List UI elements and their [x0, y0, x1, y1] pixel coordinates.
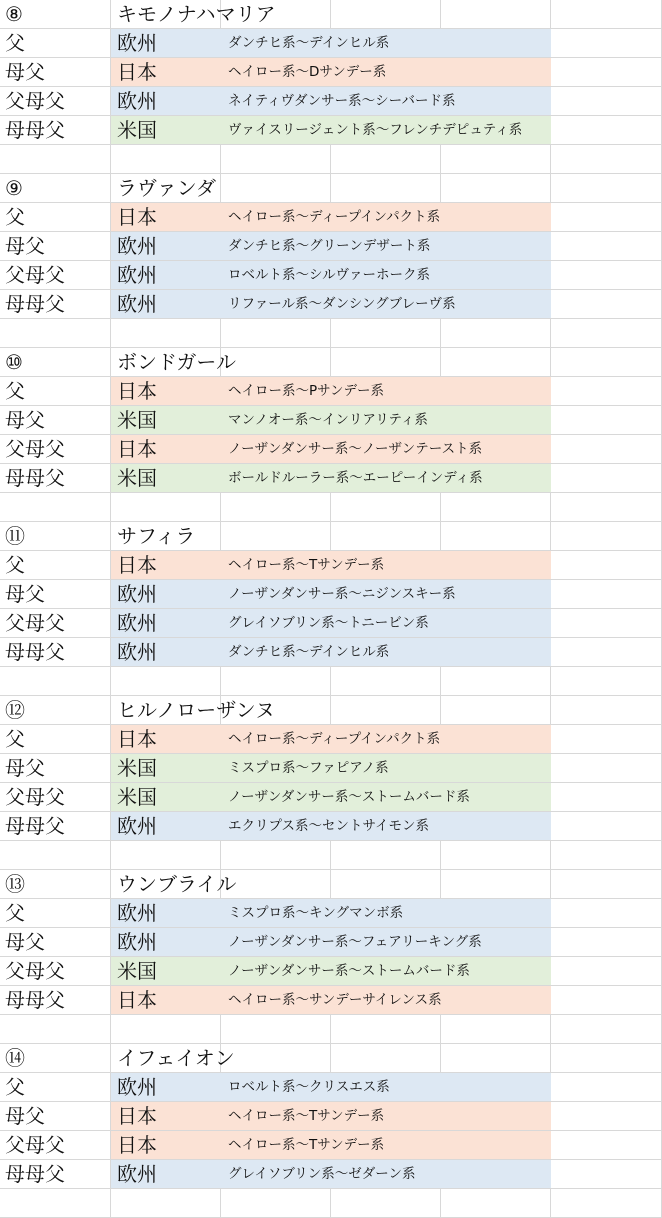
relation-label: 父	[5, 379, 25, 403]
pedigree-row	[0, 986, 662, 1015]
grid-cell[interactable]	[441, 1044, 551, 1073]
grid-cell[interactable]	[551, 1044, 662, 1073]
grid-cell[interactable]	[551, 493, 662, 522]
grid-cell[interactable]	[331, 319, 441, 348]
grid-cell[interactable]	[111, 319, 221, 348]
grid-cell[interactable]	[551, 377, 662, 406]
relation-label: 父母父	[5, 89, 65, 113]
region-label: 欧州	[117, 640, 157, 664]
spacer-row	[0, 1015, 662, 1044]
pedigree-row	[0, 232, 662, 261]
region-label: 日本	[117, 988, 157, 1012]
relation-label: 母父	[5, 756, 45, 780]
relation-label: 父	[5, 901, 25, 925]
sire-line-text: マンノオー系～インリアリティ系	[228, 412, 428, 428]
region-label: 日本	[117, 727, 157, 751]
pedigree-row	[0, 580, 662, 609]
grid-cell[interactable]	[331, 841, 441, 870]
grid-cell[interactable]	[221, 1189, 331, 1218]
pedigree-row	[0, 899, 662, 928]
spacer-row	[0, 1189, 662, 1218]
relation-label: 父母父	[5, 611, 65, 635]
horse-name: ヒルノローザンヌ	[117, 698, 275, 722]
grid-cell[interactable]	[221, 667, 331, 696]
grid-cell[interactable]	[111, 1015, 221, 1044]
pedigree-row	[0, 1131, 662, 1160]
grid-cell[interactable]	[111, 667, 221, 696]
grid-cell[interactable]	[221, 348, 331, 377]
sire-line-text: ヘイロー系～Tサンデー系	[228, 557, 385, 573]
grid-cell[interactable]	[551, 174, 662, 203]
region-label: 日本	[117, 379, 157, 403]
grid-cell[interactable]	[111, 841, 221, 870]
region-label: 米国	[117, 118, 157, 142]
grid-cell[interactable]	[331, 870, 441, 899]
grid-cell[interactable]	[551, 435, 662, 464]
grid-cell[interactable]	[551, 667, 662, 696]
region-label: 米国	[117, 466, 157, 490]
relation-label: 母父	[5, 1104, 45, 1128]
grid-cell[interactable]	[331, 667, 441, 696]
relation-label: 母母父	[5, 814, 65, 838]
pedigree-row	[0, 290, 662, 319]
pedigree-row	[0, 812, 662, 841]
grid-cell[interactable]	[331, 1044, 441, 1073]
pedigree-row	[0, 377, 662, 406]
horse-name: ウンブライル	[117, 872, 237, 896]
horse-header-row	[0, 348, 662, 377]
sire-line-text: ヘイロー系～Pサンデー系	[228, 383, 384, 399]
spacer-row	[0, 145, 662, 174]
sire-line-text: ヘイロー系～Dサンデー系	[228, 64, 387, 80]
grid-cell[interactable]	[551, 1073, 662, 1102]
region-label: 欧州	[117, 89, 157, 113]
grid-cell[interactable]	[551, 754, 662, 783]
grid-cell[interactable]	[0, 145, 111, 174]
sire-line-text: リファール系～ダンシングブレーヴ系	[228, 296, 456, 312]
grid-cell[interactable]	[0, 493, 111, 522]
grid-cell[interactable]	[441, 1189, 551, 1218]
grid-cell[interactable]	[221, 522, 331, 551]
grid-cell[interactable]	[441, 667, 551, 696]
grid-cell[interactable]	[0, 1189, 111, 1218]
sire-line-text: ボールドルーラー系～エーピーインディ系	[228, 470, 483, 486]
horse-number: ⑧	[5, 2, 23, 26]
grid-cell[interactable]	[551, 957, 662, 986]
relation-label: 母母父	[5, 640, 65, 664]
grid-cell[interactable]	[111, 1189, 221, 1218]
relation-label: 母父	[5, 60, 45, 84]
grid-cell[interactable]	[221, 841, 331, 870]
grid-cell[interactable]	[221, 145, 331, 174]
sire-line-text: ミスプロ系～ファピアノ系	[228, 760, 389, 776]
region-label: 日本	[117, 1133, 157, 1157]
horse-number: ⑪	[5, 524, 25, 548]
grid-cell[interactable]	[441, 0, 551, 29]
sire-line-text: ノーザンダンサー系～ノーザンテースト系	[228, 441, 483, 457]
pedigree-row	[0, 464, 662, 493]
relation-label: 母母父	[5, 292, 65, 316]
horse-name: イフェイオン	[117, 1046, 235, 1070]
grid-cell[interactable]	[551, 580, 662, 609]
pedigree-row	[0, 754, 662, 783]
horse-name: ラヴァンダ	[117, 176, 216, 200]
region-label: 欧州	[117, 31, 157, 55]
grid-cell[interactable]	[551, 1131, 662, 1160]
spacer-row	[0, 667, 662, 696]
grid-cell[interactable]	[551, 783, 662, 812]
grid-cell[interactable]	[551, 899, 662, 928]
grid-cell[interactable]	[551, 87, 662, 116]
grid-cell[interactable]	[331, 1189, 441, 1218]
relation-label: 母母父	[5, 466, 65, 490]
pedigree-row	[0, 1073, 662, 1102]
grid-cell[interactable]	[551, 261, 662, 290]
grid-cell[interactable]	[441, 1015, 551, 1044]
relation-label: 母父	[5, 930, 45, 954]
grid-cell[interactable]	[551, 812, 662, 841]
grid-cell[interactable]	[551, 464, 662, 493]
region-label: 欧州	[117, 1075, 157, 1099]
grid-cell[interactable]	[441, 348, 551, 377]
spacer-row	[0, 319, 662, 348]
region-label: 欧州	[117, 1162, 157, 1186]
pedigree-row	[0, 58, 662, 87]
sire-line-text: グレイソブリン系～ゼダーン系	[228, 1166, 416, 1182]
pedigree-row	[0, 116, 662, 145]
horse-number: ⑬	[5, 872, 25, 896]
pedigree-row	[0, 957, 662, 986]
relation-label: 父母父	[5, 785, 65, 809]
grid-cell[interactable]	[551, 522, 662, 551]
region-label: 欧州	[117, 930, 157, 954]
grid-cell[interactable]	[551, 1015, 662, 1044]
horse-header-row	[0, 174, 662, 203]
grid-cell[interactable]	[551, 145, 662, 174]
region-label: 米国	[117, 408, 157, 432]
grid-cell[interactable]	[331, 493, 441, 522]
relation-label: 父母父	[5, 437, 65, 461]
horse-name: ボンドガール	[117, 350, 236, 374]
sire-line-text: ノーザンダンサー系～ニジンスキー系	[228, 586, 456, 602]
pedigree-row	[0, 261, 662, 290]
relation-label: 父	[5, 205, 25, 229]
grid-cell[interactable]	[0, 319, 111, 348]
grid-cell[interactable]	[221, 493, 331, 522]
relation-label: 母母父	[5, 118, 65, 142]
grid-cell[interactable]	[551, 58, 662, 87]
pedigree-row	[0, 928, 662, 957]
region-label: 欧州	[117, 292, 157, 316]
sire-line-text: ヘイロー系～Tサンデー系	[228, 1137, 385, 1153]
grid-cell[interactable]	[551, 319, 662, 348]
grid-cell[interactable]	[551, 870, 662, 899]
relation-label: 母父	[5, 408, 45, 432]
region-label: 日本	[117, 1104, 157, 1128]
grid-cell[interactable]	[221, 1044, 331, 1073]
region-label: 欧州	[117, 234, 157, 258]
sire-line-text: ダンチヒ系～デインヒル系	[228, 644, 390, 660]
grid-cell[interactable]	[441, 522, 551, 551]
relation-label: 父	[5, 31, 25, 55]
grid-cell[interactable]	[551, 1160, 662, 1189]
grid-cell[interactable]	[551, 1189, 662, 1218]
grid-cell[interactable]	[441, 174, 551, 203]
relation-label: 父母父	[5, 1133, 65, 1157]
region-label: 米国	[117, 785, 157, 809]
relation-label: 父	[5, 1075, 25, 1099]
horse-header-row	[0, 0, 662, 29]
grid-cell[interactable]	[551, 290, 662, 319]
sire-line-text: ヴァイスリージェント系～フレンチデピュティ系	[228, 122, 523, 138]
grid-cell[interactable]	[221, 870, 331, 899]
relation-label: 母父	[5, 234, 45, 258]
pedigree-row	[0, 609, 662, 638]
grid-cell[interactable]	[551, 1102, 662, 1131]
spacer-row	[0, 841, 662, 870]
grid-cell[interactable]	[331, 174, 441, 203]
region-label: 欧州	[117, 611, 157, 635]
grid-cell[interactable]	[331, 145, 441, 174]
pedigree-row	[0, 1160, 662, 1189]
relation-label: 父	[5, 727, 25, 751]
pedigree-row	[0, 551, 662, 580]
grid-cell[interactable]	[441, 319, 551, 348]
sire-line-text: ノーザンダンサー系～ストームバード系	[228, 789, 470, 805]
pedigree-row	[0, 406, 662, 435]
grid-cell[interactable]	[111, 493, 221, 522]
region-label: 欧州	[117, 582, 157, 606]
pedigree-row	[0, 87, 662, 116]
pedigree-row	[0, 638, 662, 667]
grid-cell[interactable]	[331, 348, 441, 377]
region-label: 米国	[117, 959, 157, 983]
pedigree-row	[0, 783, 662, 812]
pedigree-row	[0, 725, 662, 754]
pedigree-row	[0, 203, 662, 232]
sire-line-text: ノーザンダンサー系～ストームバード系	[228, 963, 470, 979]
sire-line-text: ヘイロー系～ディープインパクト系	[228, 731, 441, 747]
spacer-row	[0, 493, 662, 522]
region-label: 米国	[117, 756, 157, 780]
grid-cell[interactable]	[0, 667, 111, 696]
grid-cell[interactable]	[551, 841, 662, 870]
sire-line-text: ヘイロー系～ディープインパクト系	[228, 209, 441, 225]
horse-number: ⑭	[5, 1046, 25, 1070]
grid-cell[interactable]	[331, 0, 441, 29]
grid-cell[interactable]	[0, 1015, 111, 1044]
pedigree-row	[0, 1102, 662, 1131]
grid-cell[interactable]	[441, 841, 551, 870]
grid-cell[interactable]	[331, 1015, 441, 1044]
region-label: 欧州	[117, 263, 157, 287]
region-label: 欧州	[117, 901, 157, 925]
grid-cell[interactable]	[551, 232, 662, 261]
grid-cell[interactable]	[551, 29, 662, 58]
grid-cell[interactable]	[551, 638, 662, 667]
pedigree-row	[0, 435, 662, 464]
sire-line-text: ヘイロー系～サンデーサイレンス系	[228, 992, 442, 1008]
grid-cell[interactable]	[551, 696, 662, 725]
horse-number: ⑫	[5, 698, 25, 722]
relation-label: 父母父	[5, 959, 65, 983]
relation-label: 父母父	[5, 263, 65, 287]
grid-cell[interactable]	[441, 493, 551, 522]
relation-label: 母父	[5, 582, 45, 606]
horse-name: サフィラ	[117, 524, 196, 548]
region-label: 日本	[117, 553, 157, 577]
region-label: 欧州	[117, 814, 157, 838]
horse-number: ⑩	[5, 350, 23, 374]
grid-cell[interactable]	[551, 725, 662, 754]
grid-cell[interactable]	[551, 928, 662, 957]
grid-cell[interactable]	[441, 870, 551, 899]
grid-cell[interactable]	[331, 522, 441, 551]
sire-line-text: グレイソブリン系～トニービン系	[228, 615, 429, 631]
grid-cell[interactable]	[221, 174, 331, 203]
grid-cell[interactable]	[111, 145, 221, 174]
relation-label: 母母父	[5, 1162, 65, 1186]
sire-line-text: ロベルト系～シルヴァーホーク系	[228, 267, 431, 283]
region-label: 日本	[117, 437, 157, 461]
pedigree-row	[0, 29, 662, 58]
grid-cell[interactable]	[551, 986, 662, 1015]
horse-header-row	[0, 696, 662, 725]
grid-cell[interactable]	[551, 203, 662, 232]
horse-header-row	[0, 870, 662, 899]
sire-line-text: ダンチヒ系～デインヒル系	[228, 35, 390, 51]
sire-line-text: ロベルト系～クリスエス系	[228, 1079, 390, 1095]
grid-cell[interactable]	[221, 319, 331, 348]
grid-cell[interactable]	[0, 841, 111, 870]
sire-line-text: ヘイロー系～Tサンデー系	[228, 1108, 385, 1124]
sire-line-text: ネイティヴダンサー系～シーバード系	[228, 93, 456, 109]
region-label: 日本	[117, 60, 157, 84]
grid-cell[interactable]	[551, 0, 662, 29]
relation-label: 父	[5, 553, 25, 577]
grid-cell[interactable]	[221, 1015, 331, 1044]
sire-line-text: ダンチヒ系～グリーンデザート系	[228, 238, 431, 254]
grid-cell[interactable]	[331, 696, 441, 725]
horse-header-row	[0, 1044, 662, 1073]
horse-header-row	[0, 522, 662, 551]
sire-line-text: ミスプロ系～キングマンボ系	[228, 905, 404, 921]
grid-cell[interactable]	[551, 348, 662, 377]
sire-line-text: エクリプス系～セントサイモン系	[228, 818, 430, 834]
grid-cell[interactable]	[551, 551, 662, 580]
grid-cell[interactable]	[551, 406, 662, 435]
relation-label: 母母父	[5, 988, 65, 1012]
grid-cell[interactable]	[441, 696, 551, 725]
horse-number: ⑨	[5, 176, 23, 200]
horse-name: キモノナハマリア	[117, 2, 276, 26]
grid-cell[interactable]	[551, 116, 662, 145]
region-label: 日本	[117, 205, 157, 229]
grid-cell[interactable]	[551, 609, 662, 638]
sire-line-text: ノーザンダンサー系～フェアリーキング系	[228, 934, 482, 950]
grid-cell[interactable]	[441, 145, 551, 174]
